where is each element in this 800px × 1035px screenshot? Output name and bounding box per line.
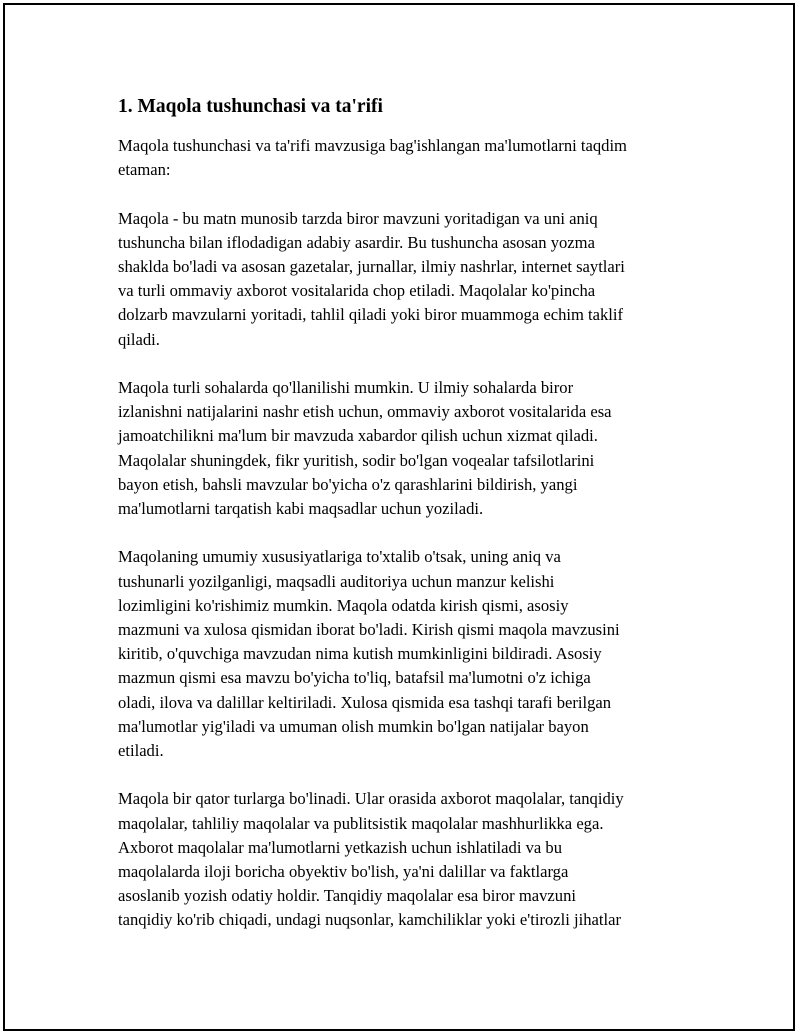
text-line: ma'lumotlarni tarqatish kabi maqsadlar uchun yoziladi.	[118, 499, 484, 519]
text-line: va turli ommaviy axborot vositalarida chop etiladi. Maqolalar ko'pincha	[118, 281, 596, 301]
text-line: jamoatchilikni ma'lum bir mavzuda xabardor qilish uchun xizmat qiladi.	[118, 426, 598, 446]
text-line: Maqolalar shuningdek, fikr yuritish, sodir bo'lgan voqealar tafsilotlarini	[118, 450, 595, 470]
text-line: Maqola turli sohalarda qo'llanilishi mumkin. U ilmiy sohalarda biror	[118, 378, 574, 397]
paragraph-usage	[118, 376, 683, 521]
paragraph-intro	[118, 134, 683, 182]
text-line: Axborot maqolalar ma'lumotlarni yetkazish uchun ishlatiladi va bu	[118, 837, 562, 857]
text-line: dolzarb mavzularni yoritadi, tahlil qiladi yoki biror muammoga echim taklif	[118, 305, 624, 325]
text-line: maqolalarda iloji boricha obyektiv bo'lish, ya'ni dalillar va faktlarga	[118, 862, 569, 882]
text-line: izlanishni natijalarini nashr etish uchun, ommaviy axborot vositalarida esa	[118, 402, 612, 422]
text-line: Maqola - bu matn munosib tarzda biror mavzuni yoritadigan va uni aniq	[118, 208, 598, 228]
text-line: maqolalar, tahliliy maqolalar va publitsistik maqolalar mashhurlikka ega.	[118, 813, 604, 833]
paragraph-types	[118, 787, 683, 932]
text-line: mazmuni va xulosa qismidan iborat bo'ladi. Kirish qismi maqola mavzusini	[118, 620, 620, 640]
document-body	[118, 94, 683, 957]
text-line: shaklda bo'ladi va asosan gazetalar, jurnallar, ilmiy nashrlar, internet saytlari	[118, 257, 625, 276]
text-line: ma'lumotlar yig'iladi va umuman olish mumkin bo'lgan natijalar bayon	[118, 716, 589, 736]
text-line: qiladi.	[118, 329, 160, 349]
text-line: etiladi.	[118, 741, 164, 761]
text-line: kiritib, o'quvchiga mavzudan nima kutish mumkinligini bildiradi. Asosiy	[118, 644, 602, 664]
text-line: tushuncha bilan iflodadigan adabiy asardir. Bu tushuncha asosan yozma	[118, 232, 595, 252]
text-line: bayon etish, bahsli mavzular bo'yicha o'z qarashlarini bildirish, yangi	[118, 474, 578, 494]
text-line: asoslanib yozish odatiy holdir. Tanqidiy maqolalar esa biror mavzuni	[118, 886, 576, 906]
text-line: mazmun qismi esa mavzu bo'yicha to'liq, batafsil ma'lumotni o'z ichiga	[118, 668, 591, 688]
text-line: oladi, ilova va dalillar keltiriladi. Xulosa qismida esa tashqi tarafi berilgan	[118, 692, 612, 712]
paragraph-definition	[118, 207, 683, 352]
text-line: Maqola bir qator turlarga bo'linadi. Ular orasida axborot maqolalar, tanqidiy	[118, 789, 624, 809]
text-line: Maqolaning umumiy xususiyatlariga to'xtalib o'tsak, uning aniq va	[118, 547, 561, 567]
text-line: Maqola tushunchasi va ta'rifi mavzusiga bag'ishlangan ma'lumotlarni taqdim	[118, 136, 627, 155]
text-line: tushunarli yozilganligi, maqsadli auditoriya uchun manzur kelishi	[118, 571, 555, 591]
section-heading: 1. Maqola tushunchasi va ta'rifi	[118, 96, 383, 117]
text-line: lozimligini ko'rishimiz mumkin. Maqola odatda kirish qismi, asosiy	[118, 595, 569, 615]
text-line: tanqidiy ko'rib chiqadi, undagi nuqsonlar, kamchiliklar yoki e'tirozli jihatlar	[118, 910, 622, 930]
text-line: etaman:	[118, 160, 171, 180]
paragraph-features	[118, 545, 683, 763]
